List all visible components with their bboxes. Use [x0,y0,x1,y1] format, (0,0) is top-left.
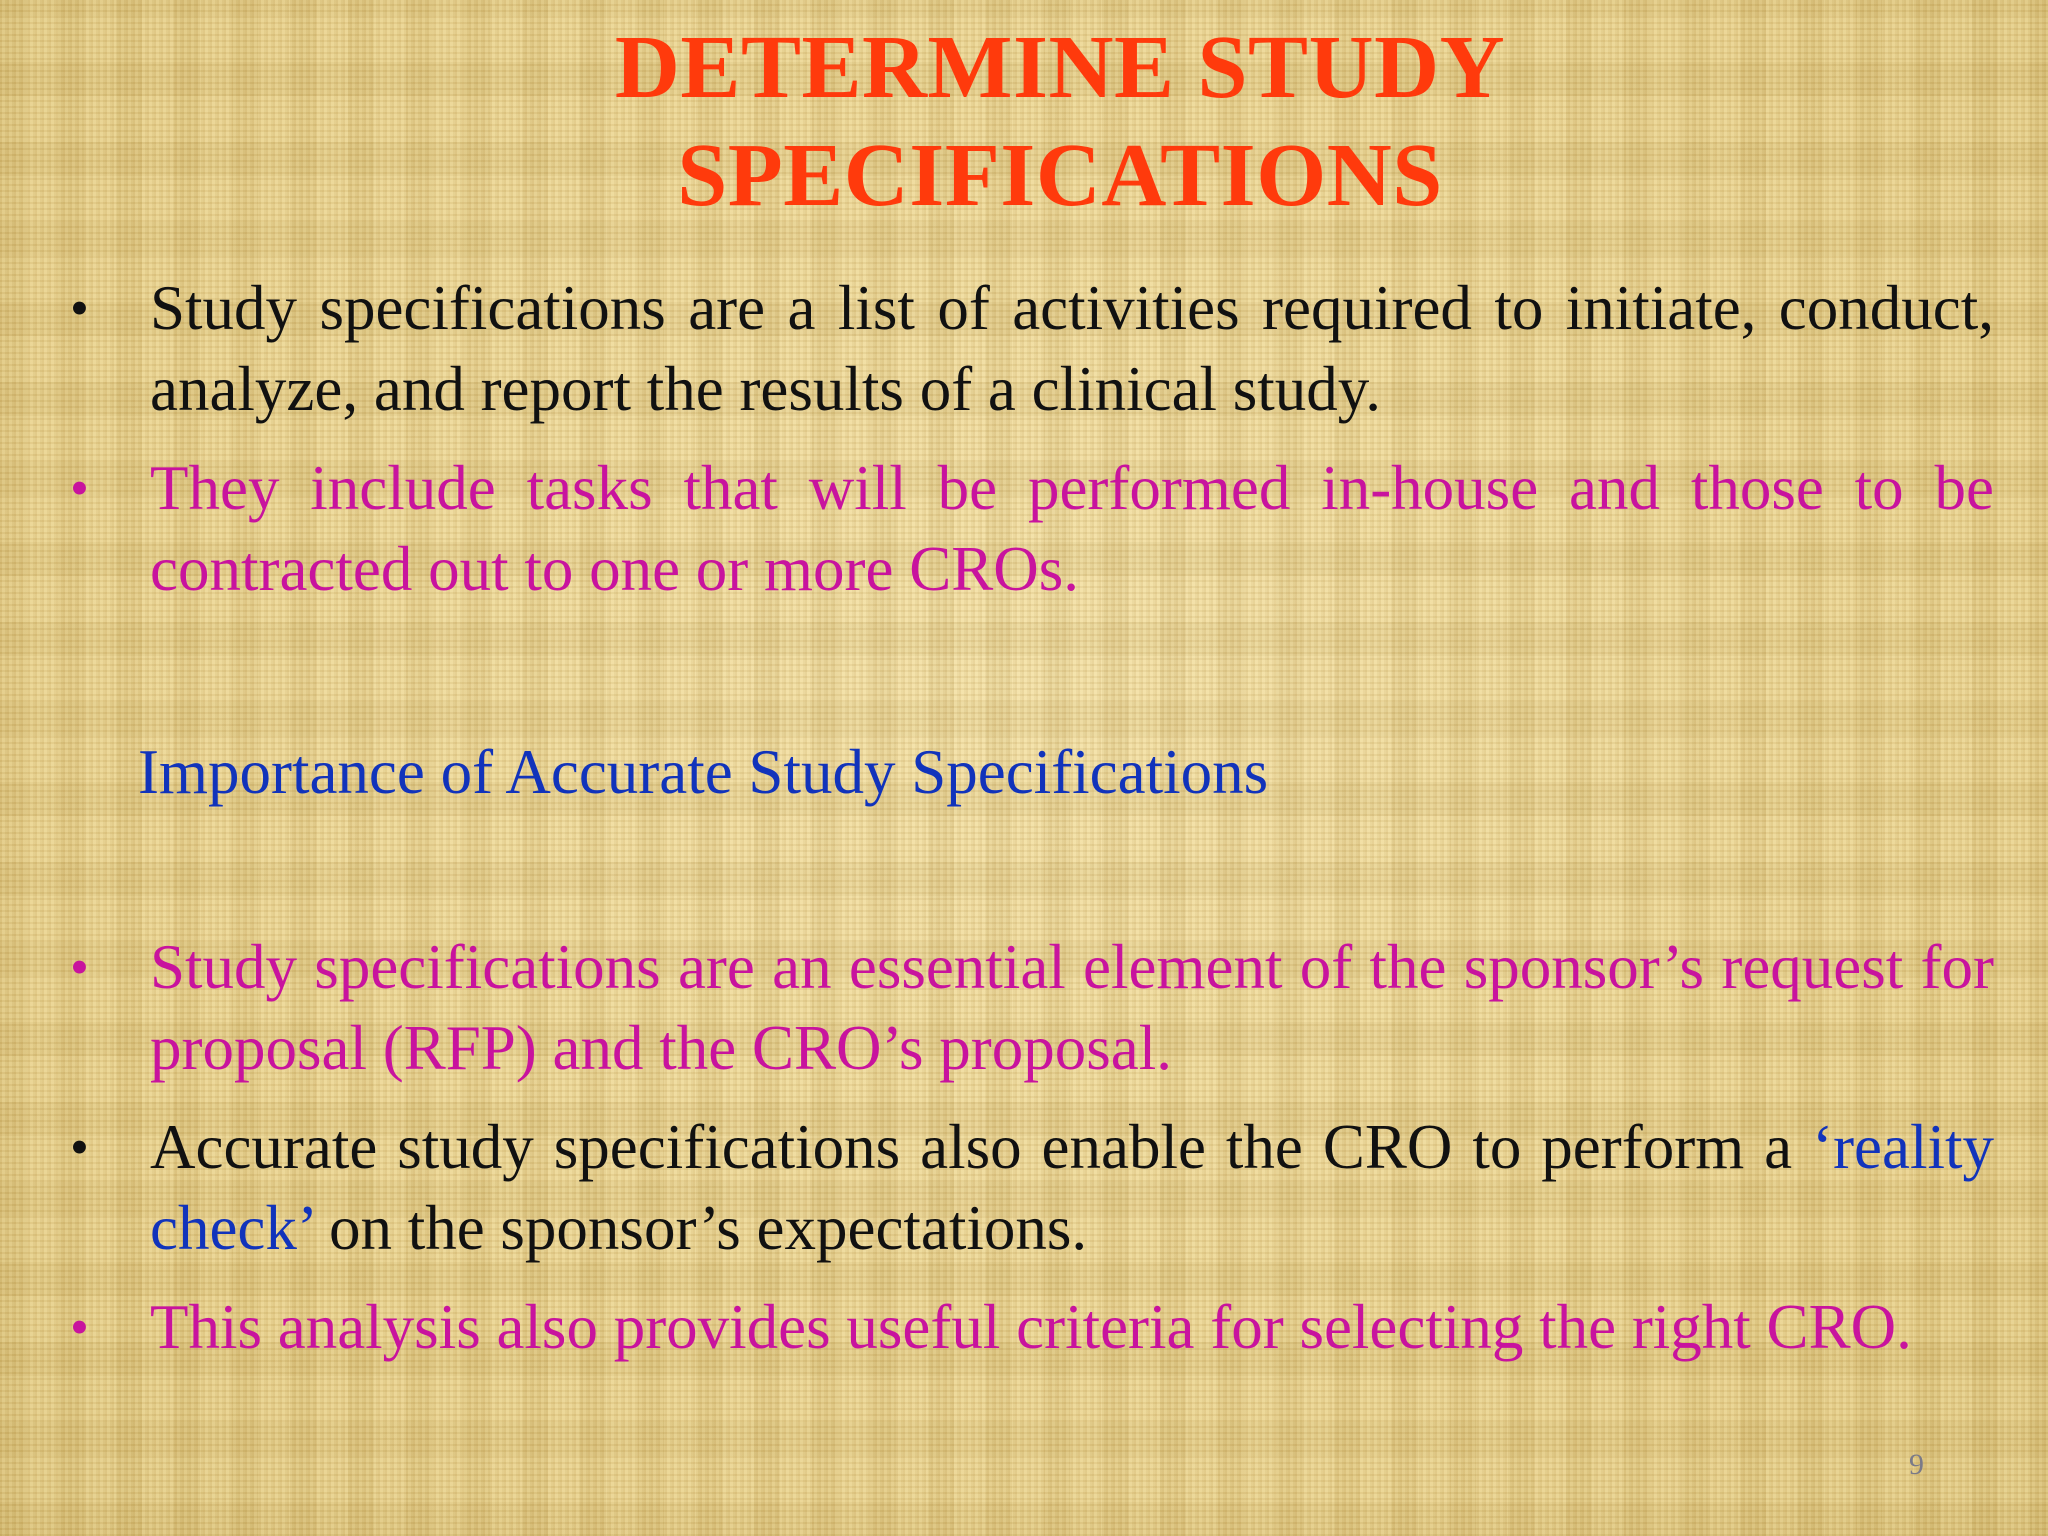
bullet-item [70,448,1994,610]
bullet-text: This analysis also provides useful criteria for selecting the right CRO. [150,1292,1912,1362]
bullet-list-importance [70,927,1994,1386]
section-subheading: Importance of Accurate Study Specifications [138,737,1269,807]
page-number: 9 [1909,1448,1924,1481]
bullet-text: Study specifications are a list of activities required to initiate, conduct, analyze, and report the results of a clinical study. [150,273,1994,424]
bullet-text-start: Accurate study specifications also enable the CRO to perform a [150,1112,1813,1182]
bullet-icon: • [70,458,89,518]
slide-title-line-2: SPECIFICATIONS [677,126,1443,225]
bullet-list-definition [70,268,1994,628]
bullet-icon: • [70,1297,89,1357]
bullet-icon: • [70,278,89,338]
bullet-text [150,1112,1994,1263]
reality-check-highlight: ‘reality check’ [150,1112,1994,1263]
bullet-item [70,1287,1994,1368]
bullet-icon: • [70,1117,89,1177]
bullet-text: They include tasks that will be performed in-house and those to be contracted out to one or more CROs. [150,453,1994,604]
bullet-item [70,927,1994,1089]
bullet-icon: • [70,937,89,997]
bullet-item [70,268,1994,430]
bullet-item [70,1107,1994,1269]
slide-title-line-1: DETERMINE STUDY [614,18,1506,117]
bullet-text: Study specifications are an essential element of the sponsor’s request for proposal (RFP) and the CRO’s proposal. [150,932,1994,1083]
slide-title [380,14,1740,230]
bullet-text-end: on the sponsor’s expectations. [313,1193,1088,1263]
